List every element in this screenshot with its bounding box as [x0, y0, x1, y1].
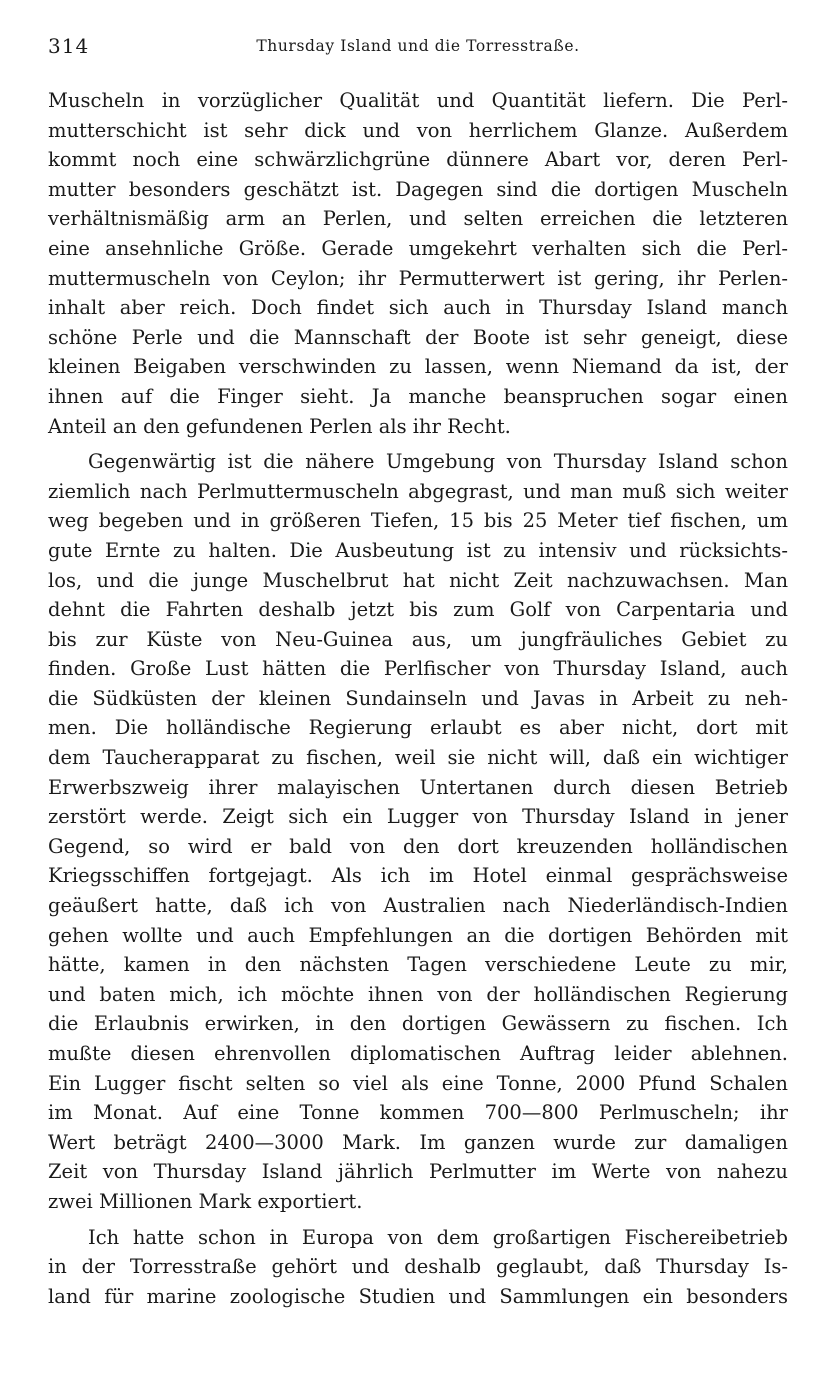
text-line: inhalt aber reich. Doch findet sich auch in Thursday Island manch [48, 296, 788, 320]
text-line: Ein Lugger fischt selten so viel als eine Tonne, 2000 Pfund Schalen [48, 1071, 788, 1095]
text-line: land für marine zoologische Studien und Sammlungen ein besonders [48, 1284, 788, 1308]
text-line: muttermuscheln von Ceylon; ihr Permutterwert ist gering, ihr Perlen- [48, 266, 788, 290]
text-line: Zeit von Thursday Island jährlich Perlmutter im Werte von nahezu [48, 1160, 788, 1184]
text-line: los, und die junge Muschelbrut hat nicht Zeit nachzuwachsen. Man [48, 568, 788, 592]
text-line: bis zur Küste von Neu-Guinea aus, um jungfräuliches Gebiet zu [48, 627, 788, 651]
text-line: geäußert hatte, daß ich von Australien nach Niederländisch-Indien [48, 894, 788, 918]
text-line: men. Die holländische Regierung erlaubt es aber nicht, dort mit [48, 716, 788, 740]
text-line: dehnt die Fahrten deshalb jetzt bis zum Golf von Carpentaria und [48, 598, 788, 622]
text-line: Ich hatte schon in Europa von dem großartigen Fischereibetrieb [88, 1225, 788, 1249]
text-line: die Südküsten der kleinen Sundainseln und Javas in Arbeit zu neh- [48, 686, 788, 710]
body-text [48, 86, 788, 1311]
text-line: mußte diesen ehrenvollen diplomatischen Auftrag leider ablehnen. [48, 1042, 788, 1065]
text-line: Kriegsschiffen fortgejagt. Als ich im Hotel einmal gesprächsweise [48, 864, 788, 888]
text-line: kommt noch eine schwärzlichgrüne dünnere Abart vor, deren Perl- [48, 148, 788, 172]
text-line: verhältnismäßig arm an Perlen, und selten erreichen die letzteren [48, 207, 788, 231]
text-line: weg begeben und in größeren Tiefen, 15 bis 25 Meter tief fischen, um [48, 509, 788, 533]
text-line: mutter besonders geschätzt ist. Dagegen sind die dortigen Muscheln [48, 177, 788, 201]
text-line: hätte, kamen in den nächsten Tagen verschiedene Leute zu mir, [48, 953, 788, 977]
text-line: Gegend, so wird er bald von den dort kreuzenden holländischen [48, 834, 788, 858]
text-line: kleinen Beigaben verschwinden zu lassen, wenn Niemand da ist, der [48, 355, 788, 379]
text-line: eine ansehnliche Größe. Gerade umgekehrt verhalten sich die Perl- [48, 236, 788, 260]
text-line: finden. Große Lust hätten die Perlfischer von Thursday Island, auch [48, 657, 788, 681]
text-line: Wert beträgt 2400—3000 Mark. Im ganzen wurde zur damaligen [48, 1130, 788, 1154]
text-line: dem Taucherapparat zu fischen, weil sie nicht will, daß ein wichtiger [48, 746, 788, 770]
text-line: ihnen auf die Finger sieht. Ja manche beanspruchen sogar einen [48, 384, 788, 408]
text-line: gehen wollte und auch Empfehlungen an die dortigen Behörden mit [48, 923, 788, 947]
page-number: 314 [48, 34, 90, 58]
text-line: Gegenwärtig ist die nähere Umgebung von Thursday Island schon [88, 450, 788, 474]
paragraph [48, 86, 788, 441]
paragraph [48, 1223, 788, 1312]
text-line: in der Torresstraße gehört und deshalb geglaubt, daß Thursday Is- [48, 1255, 788, 1279]
text-line: zerstört werde. Zeigt sich ein Lugger von Thursday Island in jener [48, 805, 788, 829]
text-line: Anteil an den gefundenen Perlen als ihr Recht. [48, 414, 511, 438]
text-line: die Erlaubnis erwirken, in den dortigen Gewässern zu fischen. Ich [48, 1012, 788, 1036]
text-line: gute Ernte zu halten. Die Ausbeutung ist zu intensiv und rücksichts- [48, 538, 788, 562]
paragraph [48, 447, 788, 1216]
text-line: Muscheln in vorzüglicher Qualität und Quantität liefern. Die Perl- [48, 89, 788, 112]
text-line: zwei Millionen Mark exportiert. [48, 1189, 363, 1213]
text-line: und baten mich, ich möchte ihnen von der holländischen Regierung [48, 982, 788, 1006]
running-title: Thursday Island und die Torresstraße. [256, 37, 580, 55]
text-line: Erwerbszweig ihrer malayischen Untertanen durch diesen Betrieb [48, 775, 788, 799]
text-line: im Monat. Auf eine Tonne kommen 700—800 Perlmuscheln; ihr [48, 1101, 788, 1125]
page-header [48, 34, 788, 64]
text-line: schöne Perle und die Mannschaft der Boote ist sehr geneigt, diese [48, 325, 788, 349]
text-line: mutterschicht ist sehr dick und von herrlichem Glanze. Außerdem [48, 118, 788, 142]
text-line: ziemlich nach Perlmuttermuscheln abgegrast, und man muß sich weiter [48, 479, 788, 503]
